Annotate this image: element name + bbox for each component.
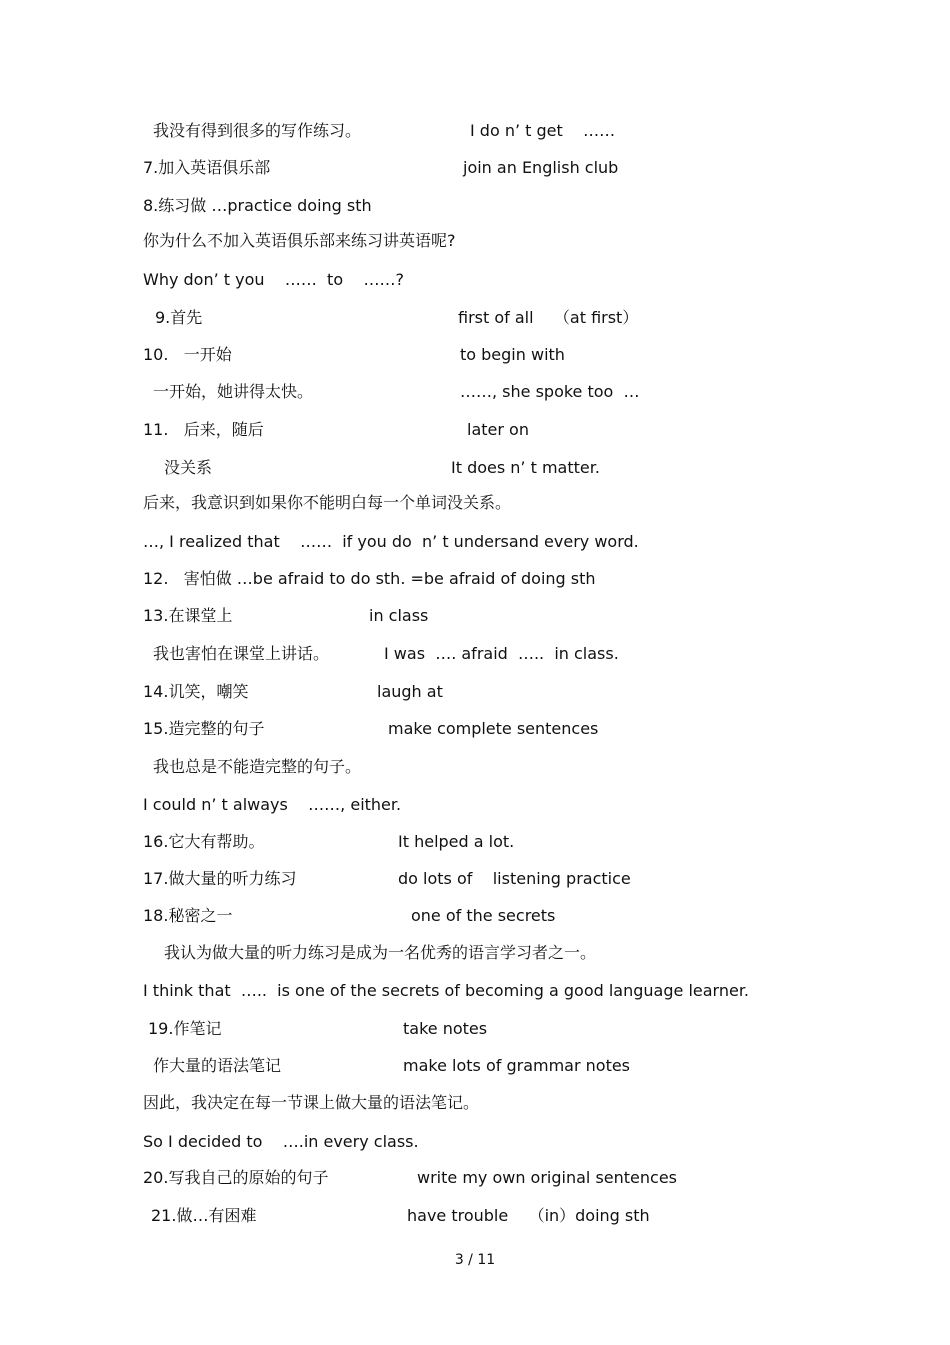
line-text: 我没有得到很多的写作练习。 [153,121,362,140]
text-line [0,343,950,367]
text-line [0,530,950,554]
text-line [0,268,950,292]
line-translation: join an English club [463,158,619,177]
line-text: I could n’ t always ……, either. [143,795,402,814]
line-text: Why don’ t you …… to ……? [143,270,404,289]
line-text: 一开始，她讲得太快。 [153,382,314,401]
line-text: 后来，我意识到如果你不能明白每一个单词没关系。 [143,493,512,512]
line-text: 10. 一开始 [143,345,232,364]
text-line [0,867,950,891]
line-translation: I was …. afraid ….. in class. [384,644,619,663]
text-line [0,119,950,143]
line-text: 7.加入英语俱乐部 [143,158,271,177]
line-translation: It does n’ t matter. [451,458,600,477]
text-line [0,194,950,218]
line-translation: I do n’ t get …… [470,121,616,140]
line-text: 18.秘密之一 [143,906,233,925]
line-text: 11. 后来，随后 [143,420,264,439]
line-translation: laugh at [377,682,443,701]
text-line [0,755,950,779]
line-text: So I decided to ….in every class. [143,1132,419,1151]
text-line [0,306,950,330]
text-line [0,717,950,741]
text-line [0,604,950,628]
text-line [0,904,950,928]
line-translation: later on [467,420,529,439]
line-translation: make complete sentences [388,719,599,738]
line-translation: write my own original sentences [417,1168,677,1187]
line-text: 16.它大有帮助。 [143,832,265,851]
text-line [0,793,950,817]
line-translation: take notes [403,1019,488,1038]
line-text: 13.在课堂上 [143,606,233,625]
line-text: 15.造完整的句子 [143,719,265,738]
text-line [0,418,950,442]
line-text: 20.写我自己的原始的句子 [143,1168,329,1187]
line-text: 19.作笔记 [148,1019,222,1038]
line-text: 9.首先 [155,308,203,327]
line-text: 没关系 [164,458,213,477]
text-line [0,380,950,404]
line-text: 我认为做大量的听力练习是成为一名优秀的语言学习者之一。 [164,943,597,962]
line-text: 21.做…有困难 [151,1206,257,1225]
text-line [0,1017,950,1041]
line-translation: first of all （at first） [458,308,639,327]
text-line [0,1091,950,1115]
line-translation: in class [369,606,429,625]
text-line [0,941,950,965]
text-line [0,830,950,854]
line-text: 因此，我决定在每一节课上做大量的语法笔记。 [143,1093,480,1112]
text-line [0,680,950,704]
text-line [0,1204,950,1228]
text-line [0,156,950,180]
line-text: 作大量的语法笔记 [153,1056,282,1075]
line-text: 我也害怕在课堂上讲话。 [153,644,330,663]
line-translation: do lots of listening practice [398,869,631,888]
line-translation: It helped a lot. [398,832,515,851]
line-text: …, I realized that …… if you do n’ t undersand every word. [143,532,639,551]
line-translation: make lots of grammar notes [403,1056,631,1075]
text-line [0,1166,950,1190]
text-line [0,229,950,253]
page-number: 3 / 11 [454,1252,496,1268]
line-translation: to begin with [460,345,565,364]
text-line [0,491,950,515]
text-line [0,979,950,1003]
line-text: 17.做大量的听力练习 [143,869,297,888]
line-text: I think that ….. is one of the secrets of becoming a good language learner. [143,981,750,1000]
text-line [0,456,950,480]
text-line [0,1130,950,1154]
line-text: 我也总是不能造完整的句子。 [153,757,362,776]
line-translation: have trouble （in）doing sth [407,1206,650,1225]
text-line [0,642,950,666]
line-translation: ……, she spoke too … [460,382,640,401]
line-text: 8.练习做 …practice doing sth [143,196,372,215]
line-translation: one of the secrets [411,906,556,925]
text-line [0,1054,950,1078]
text-line [0,567,950,591]
line-text: 12. 害怕做 …be afraid to do sth. =be afraid of doing sth [143,569,596,588]
line-text: 你为什么不加入英语俱乐部来练习讲英语呢? [143,231,456,250]
line-text: 14.讥笑，嘲笑 [143,682,249,701]
